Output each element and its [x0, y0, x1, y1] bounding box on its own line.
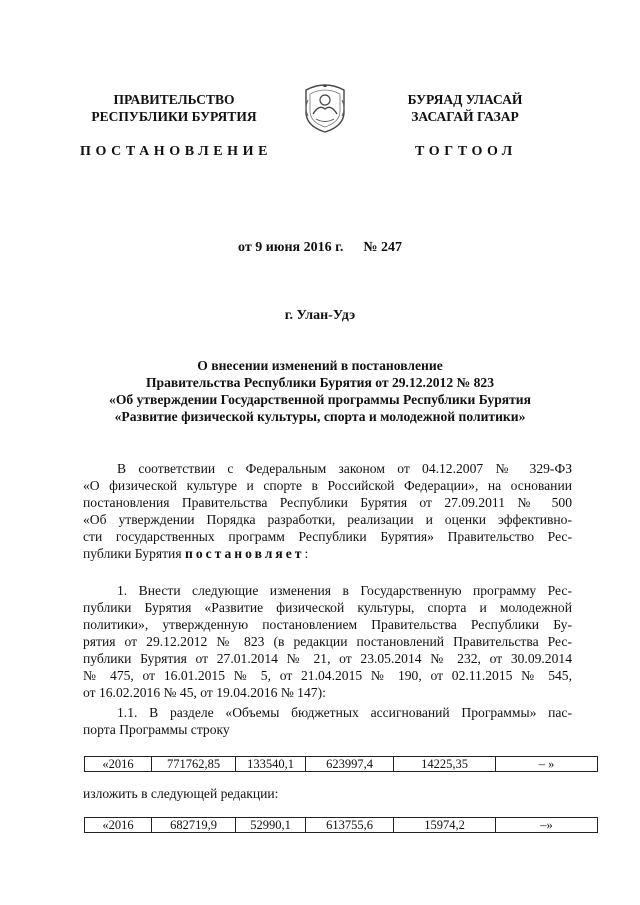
decree-type-right: ТОГТООЛ: [415, 144, 517, 159]
title-line: «Об утверждении Государственной программы Республики Бурятия: [109, 392, 531, 407]
new-wording-label: изложить в следующей редакции:: [83, 786, 279, 801]
text-line: «О физической культуре и спорте в Российской Федерации», на основании: [83, 478, 572, 493]
text-fragment: :: [304, 546, 309, 561]
table-cell: 14225,35: [394, 757, 496, 772]
text-fragment: публики Бурятия: [83, 546, 185, 561]
text-line: 1.1. В разделе «Объемы бюджетных ассигнований Программы» пас-: [117, 705, 572, 720]
text-line: сти государственных программ Республики Бурятия» Правительство Рес-: [83, 529, 572, 544]
table-cell: – »: [496, 757, 598, 772]
table-cell: 613755,6: [306, 818, 394, 833]
table-cell: «2016: [85, 757, 152, 772]
paragraph-item-1: [83, 582, 572, 701]
title-line: «Развитие физической культуры, спорта и молодежной политики»: [114, 409, 526, 424]
header-left-line: ПРАВИТЕЛЬСТВО: [113, 92, 235, 107]
header-right: [355, 91, 575, 125]
table-row: [85, 818, 598, 833]
title-line: Правительства Республики Бурятия от 29.12.2012 № 823: [145, 375, 494, 390]
header-right-line: БУРЯАД УЛАСАЙ: [407, 92, 523, 107]
table-old-row: [84, 756, 598, 772]
decree-date: от 9 июня 2016 г.: [238, 240, 344, 255]
paragraph-item-1-1: [83, 704, 572, 738]
table-new-row: [84, 817, 598, 833]
decree-type-left: ПОСТАНОВЛЕНИЕ: [80, 144, 273, 159]
header-right-line: ЗАСАГАЙ ГАЗАР: [411, 109, 519, 124]
text-line: № 475, от 16.01.2015 № 5, от 21.04.2015 № 190, от 02.11.2015 № 545,: [83, 668, 572, 683]
table-row: [85, 757, 598, 772]
text-line: постановления Правительства Республики Бурятия от 27.09.2011 № 500: [83, 495, 572, 510]
document-title: [70, 357, 570, 425]
header-left: [64, 91, 284, 125]
text-line: рятия от 29.12.2012 № 823 (в редакции постановлений Правительства Рес-: [83, 634, 572, 649]
table-cell: 52990,1: [236, 818, 306, 833]
text-line: 1. Внести следующие изменения в Государственную программу Рес-: [117, 583, 572, 598]
text-line: публики Бурятия от 27.01.2014 № 21, от 23.05.2014 № 232, от 30.09.2014: [83, 651, 572, 666]
table-cell: «2016: [85, 818, 152, 833]
table-cell: 133540,1: [236, 757, 306, 772]
paragraph-preamble: [83, 460, 572, 562]
text-line: [83, 545, 572, 562]
text-line: В соответствии с Федеральным законом от 04.12.2007 № 329-ФЗ: [117, 461, 572, 476]
city: г. Улан-Удэ: [284, 308, 356, 323]
table-cell: –»: [496, 818, 598, 833]
title-line: О внесении изменений в постановление: [197, 358, 443, 373]
text-line: политики», утвержденную постановлением Правительства Республики Бу-: [83, 617, 572, 632]
header-left-line: РЕСПУБЛИКИ БУРЯТИЯ: [91, 109, 257, 124]
table-cell: 15974,2: [394, 818, 496, 833]
table-cell: 682719,9: [152, 818, 236, 833]
table-cell: 623997,4: [306, 757, 394, 772]
text-line: публики Бурятия «Развитие физической культуры, спорта и молодежной: [83, 600, 572, 615]
text-line: «Об утверждении Порядка разработки, реализации и оценки эффективно-: [83, 512, 572, 527]
coat-of-arms-emblem: [302, 78, 348, 134]
decree-number: № 247: [363, 240, 402, 255]
decree-keyword: постановляет: [185, 546, 305, 561]
table-cell: 771762,85: [152, 757, 236, 772]
text-line: порта Программы строку: [83, 722, 230, 737]
text-line: от 16.02.2016 № 45, от 19.04.2016 № 147):: [83, 685, 326, 700]
date-number-line: [0, 240, 640, 256]
